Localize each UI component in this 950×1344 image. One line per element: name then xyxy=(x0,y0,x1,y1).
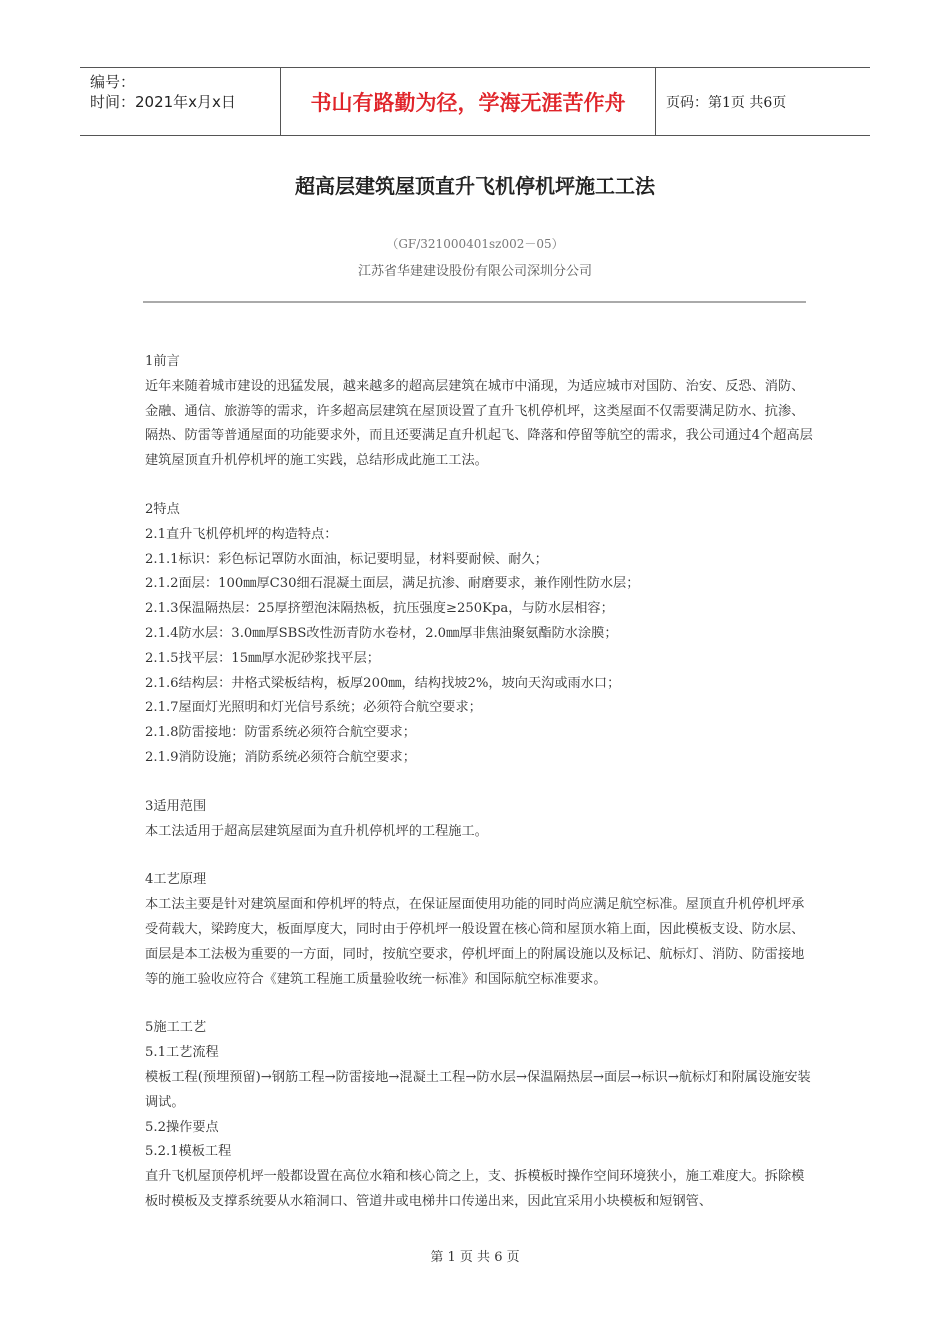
list-item: 2.1.3保温隔热层：25厚挤塑泡沫隔热板，抗压强度≥250Kpa，与防水层相容； xyxy=(145,601,614,617)
section-heading: 4工艺原理 xyxy=(145,872,207,888)
header-motto: 书山有路勤为径，学海无涯苦作舟 xyxy=(281,68,656,135)
section-heading: 5施工工艺 xyxy=(145,1020,207,1036)
list-item: 2.1.6结构层：井格式梁板结构，板厚200㎜，结构找坡2%，坡向天沟或雨水口； xyxy=(145,675,621,691)
list-item: 2.1.2面层：100㎜厚C30细石混凝土面层，满足抗渗、耐磨要求，兼作刚性防水层； xyxy=(145,576,640,592)
number-label: 编号： xyxy=(90,73,136,91)
section-heading: 2特点 xyxy=(145,501,180,517)
subsection-heading: 5.2.1模板工程 xyxy=(145,1144,232,1160)
header-page-info: 页码：第1页 共6页 xyxy=(666,94,787,111)
title-divider xyxy=(143,301,806,303)
list-item: 2.1.7屋面灯光照明和灯光信号系统；必须符合航空要求； xyxy=(145,700,482,716)
list-item: 2.1.1标识：彩色标记罩防水面油，标记要明显，材料要耐候、耐久； xyxy=(145,551,548,567)
header-meta xyxy=(80,68,281,135)
subsection-heading: 5.2操作要点 xyxy=(145,1119,219,1135)
page-footer: 第 1 页 共 6 页 xyxy=(430,1250,520,1265)
section-paragraph: 近年来随着城市建设的迅猛发展，越来越多的超高层建筑在城市中涌现，为适应城市对国防、治安、反恐、消防、金融、通信、旅游等的需求，许多超高层建筑在屋顶设置了直升飞机停机坪，这类屋面不仅需要满足防水、抗渗、隔热、防雷等普通屋面的功能要求外，而且还要满足直升机起飞、降落和停留等航空的需求，我公司通过4个超高层建筑屋顶直升机停机坪的施工实践，总结形成此施工工法。 xyxy=(145,378,813,469)
list-item: 2.1.4防水层：3.0㎜厚SBS改性沥青防水卷材，2.0㎜厚非焦油聚氨酯防水涂膜； xyxy=(145,625,618,641)
list-item: 2.1.5找平层：15㎜厚水泥砂浆找平层； xyxy=(145,650,380,666)
list-item: 2.1直升飞机停机坪的构造特点： xyxy=(145,526,338,542)
list-item: 2.1.8防雷接地：防雷系统必须符合航空要求； xyxy=(145,725,416,741)
document-body xyxy=(145,350,815,1215)
section-paragraph: 本工法主要是针对建筑屋面和停机坪的特点，在保证屋面使用功能的同时尚应满足航空标准。屋顶直升机停机坪承受荷载大，梁跨度大，板面厚度大，同时由于停机坪一般设置在核心筒和屋顶水箱上面，因此模板支设、防水层、面层是本工法极为重要的一方面，同时，按航空要求，停机坪面上的附属设施以及标记、航标灯、消防、防雷接地等的施工验收应符合《建筑工程施工质量验收统一标准》和国际航空标准要求。 xyxy=(145,897,805,987)
time-label: 时间：2021年x月x日 xyxy=(90,93,236,111)
section-paragraph: 本工法适用于超高层建筑屋面为直升机停机坪的工程施工。 xyxy=(145,823,488,839)
section-paragraph: 模板工程(预埋预留)→钢筋工程→防雷接地→混凝土工程→防水层→保温隔热层→面层→标识→航标灯和附属设施安装调试。 xyxy=(145,1069,811,1110)
section-heading: 1前言 xyxy=(145,354,180,369)
section-heading: 3适用范围 xyxy=(145,798,207,814)
document-code: （GF/321000401sz002－05） xyxy=(386,237,564,251)
document-title: 超高层建筑屋顶直升飞机停机坪施工工法 xyxy=(295,174,655,198)
header-table xyxy=(80,67,870,136)
section-paragraph: 直升飞机屋顶停机坪一般都设置在高位水箱和核心筒之上，支、拆模板时操作空间环境狭小，施工难度大。拆除模板时模板及支撑系统要从水箱洞口、管道井或电梯井口传递出来，因此宜采用小块模板和短钢管、 xyxy=(145,1169,805,1209)
list-item: 2.1.9消防设施；消防系统必须符合航空要求； xyxy=(145,749,416,765)
company-name: 江苏省华建建设股份有限公司深圳分公司 xyxy=(357,264,592,279)
subsection-heading: 5.1工艺流程 xyxy=(145,1045,219,1061)
